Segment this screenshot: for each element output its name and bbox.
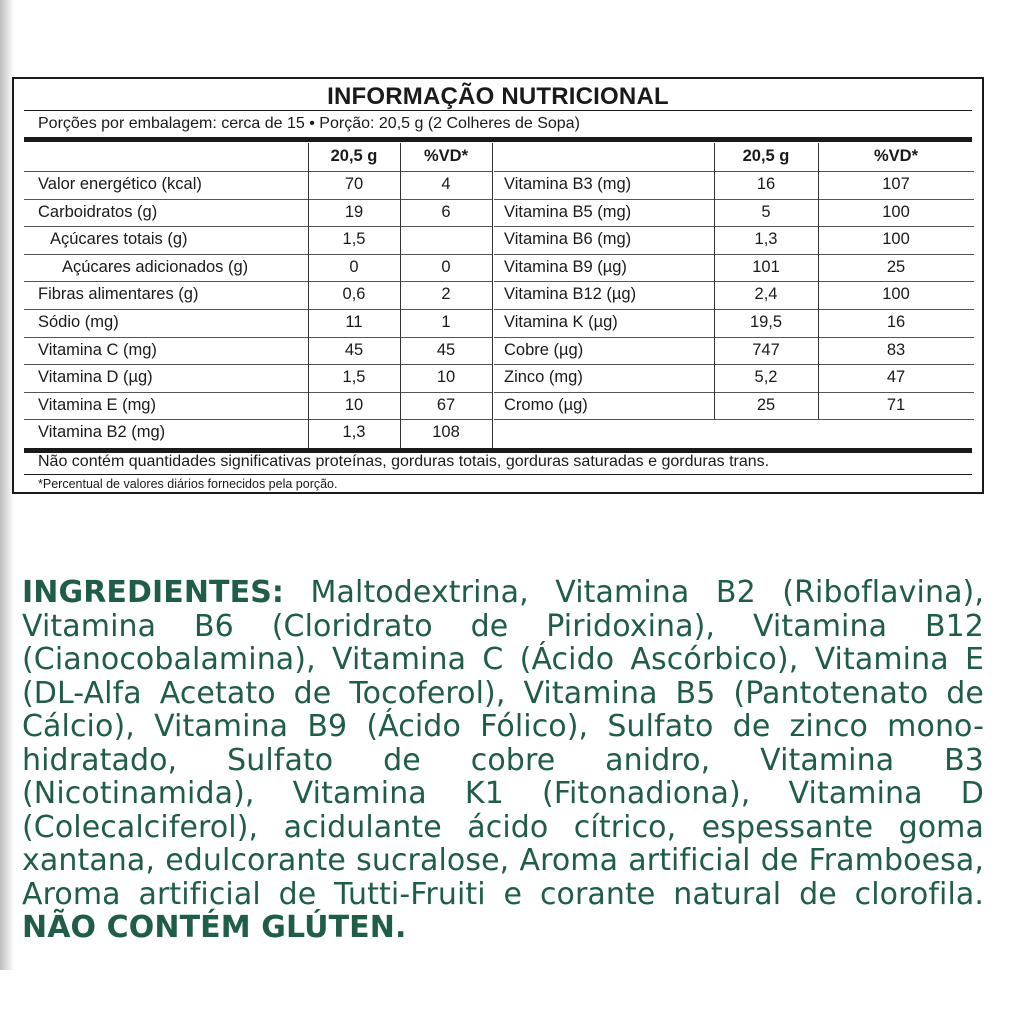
nutrient-vd: 10 <box>436 368 456 387</box>
nutrient-amount: 70 <box>344 175 364 193</box>
row-divider <box>494 254 974 255</box>
nutrient-amount: 11 <box>345 313 363 331</box>
nutrient-amount: 19 <box>344 202 364 221</box>
panel-title: INFORMAÇÃO NUTRICIONAL <box>327 83 669 110</box>
right-header-amount: 20,5 g <box>742 147 790 165</box>
row-divider <box>24 171 492 172</box>
nutrient-amount: 45 <box>344 340 364 359</box>
nutrient-name: Vitamina C (mg) <box>38 340 157 359</box>
nutrient-name: Vitamina B3 (mg) <box>504 175 632 193</box>
nutrient-name: Vitamina B12 (µg) <box>504 285 637 304</box>
nutrient-vd: 108 <box>432 423 460 442</box>
nutrient-vd: 2 <box>441 285 451 304</box>
row-divider <box>24 364 492 365</box>
portion-line: Porções por embalagem: cerca de 15 • Porção: 20,5 g (2 Colheres de Sopa) <box>38 115 580 132</box>
nutrient-amount: 16 <box>756 175 776 193</box>
nutrient-name: Vitamina B9 (µg) <box>504 257 627 276</box>
nutrient-name: Vitamina B2 (mg) <box>38 423 166 442</box>
row-divider <box>24 309 492 310</box>
nutrient-vd: 47 <box>886 368 906 387</box>
nutrient-amount: 5,2 <box>754 368 778 387</box>
row-divider <box>494 226 974 227</box>
row-divider <box>494 337 974 338</box>
nutrient-name: Cobre (µg) <box>504 340 584 359</box>
ingredients-paragraph <box>22 576 984 945</box>
nutrient-name: Vitamina K (µg) <box>504 313 618 331</box>
row-divider <box>494 199 974 200</box>
nutrient-vd: 0 <box>441 257 451 276</box>
nutrient-name: Fibras alimentares (g) <box>38 285 199 304</box>
nutrient-name: Sódio (mg) <box>38 313 119 331</box>
nutrient-amount: 19,5 <box>749 313 783 331</box>
nutrient-name: Valor energético (kcal) <box>38 175 202 193</box>
nutrient-vd: 6 <box>441 202 451 221</box>
nutrient-amount: 0 <box>349 257 359 276</box>
nutrient-amount: 10 <box>344 395 364 414</box>
row-divider <box>24 254 492 255</box>
nutrient-name: Vitamina B6 (mg) <box>504 230 632 249</box>
thick-divider-top <box>24 137 972 142</box>
nutrient-vd: 107 <box>882 175 910 193</box>
row-divider <box>494 392 974 393</box>
ingredients-label: INGREDIENTES: <box>22 575 285 610</box>
nutrient-vd: 67 <box>436 395 456 414</box>
ingredients-text: Maltodextrina, Vitamina B2 (Riboflavina), Vitamina B6 (Cloridrato de Piridoxina), Vitamina B12 (Cianocobalamina), Vitamina C (Ácido Ascórbico), Vitamina E (DL-Alfa Acetato de Tocoferol), Vitamina B5 (Pantotenato de Cálcio), Vitamina B9 (Ácido Fólico), Sulfato de zinco mono-hidratado, Sulfato de cobre anidro, Vitamina B3 (Nicotinamida), Vitamina K1 (Fitonadiona), Vitamina D (Colecalciferol), acidulante ácido cítrico, espessante goma xantana, edulcorante sucralose, Aroma artificial de Framboesa, Aroma artificial de Tutti-Fruiti e corante natural de clorofila. <box>22 575 984 912</box>
row-divider <box>494 281 974 282</box>
nutrient-vd: 16 <box>886 313 906 331</box>
column-divider <box>818 143 819 419</box>
footer-divider <box>24 474 972 475</box>
nutrient-vd: 83 <box>886 340 906 359</box>
row-divider <box>24 199 492 200</box>
row-divider <box>494 171 974 172</box>
nutrient-name: Vitamina E (mg) <box>38 395 156 414</box>
row-divider <box>24 226 492 227</box>
column-divider <box>492 143 493 448</box>
column-divider <box>714 143 715 419</box>
nutrient-amount: 1,3 <box>754 230 778 249</box>
row-divider <box>24 281 492 282</box>
nutrient-amount: 5 <box>761 202 771 221</box>
nutrient-name: Vitamina B5 (mg) <box>504 202 632 221</box>
nutrient-vd: 25 <box>886 257 906 276</box>
nutrient-vd <box>400 226 492 252</box>
nutrient-amount: 0,6 <box>342 285 366 304</box>
nutrient-amount: 1,5 <box>342 368 366 387</box>
nutrient-name: Açúcares totais (g) <box>50 230 188 249</box>
nutrient-amount: 747 <box>752 340 780 359</box>
nutrition-facts-panel <box>12 77 984 494</box>
nutrient-vd: 4 <box>441 175 451 193</box>
nutrient-amount: 1,5 <box>342 230 366 249</box>
row-divider <box>24 392 492 393</box>
left-header-vd: %VD* <box>423 147 468 165</box>
column-divider <box>308 143 309 448</box>
left-header-amount: 20,5 g <box>330 147 378 165</box>
nutrient-vd: 1 <box>441 313 451 331</box>
right-header-vd: %VD* <box>873 147 918 165</box>
row-divider <box>494 364 974 365</box>
nutrient-name: Cromo (µg) <box>504 395 588 414</box>
nutrient-amount: 1,3 <box>342 423 366 442</box>
nutrient-amount: 2,4 <box>754 285 778 304</box>
nutrient-amount: 101 <box>752 257 780 276</box>
nutrient-vd: 71 <box>886 395 906 414</box>
nutrient-amount: 25 <box>756 395 776 414</box>
nutrient-name: Carboidratos (g) <box>38 202 158 221</box>
nutrient-name: Vitamina D (µg) <box>38 368 153 387</box>
row-divider <box>494 419 974 420</box>
footer-note: Não contém quantidades significativas proteínas, gorduras totais, gorduras saturadas e gorduras trans. <box>38 453 770 470</box>
nutrient-vd: 100 <box>882 285 910 304</box>
row-divider <box>494 309 974 310</box>
nutrient-vd: 45 <box>436 340 456 359</box>
nutrient-vd: 100 <box>882 230 910 249</box>
row-divider <box>24 337 492 338</box>
title-divider <box>24 110 972 111</box>
row-divider <box>24 419 492 420</box>
column-divider <box>400 143 401 448</box>
nutrient-name: Zinco (mg) <box>504 368 583 387</box>
gluten-free-statement: NÃO CONTÉM GLÚTEN. <box>22 910 407 945</box>
nutrient-vd: 100 <box>882 202 910 221</box>
nutrient-name: Açúcares adicionados (g) <box>62 257 249 276</box>
footer-footnote: *Percentual de valores diários fornecidos pela porção. <box>38 477 338 491</box>
